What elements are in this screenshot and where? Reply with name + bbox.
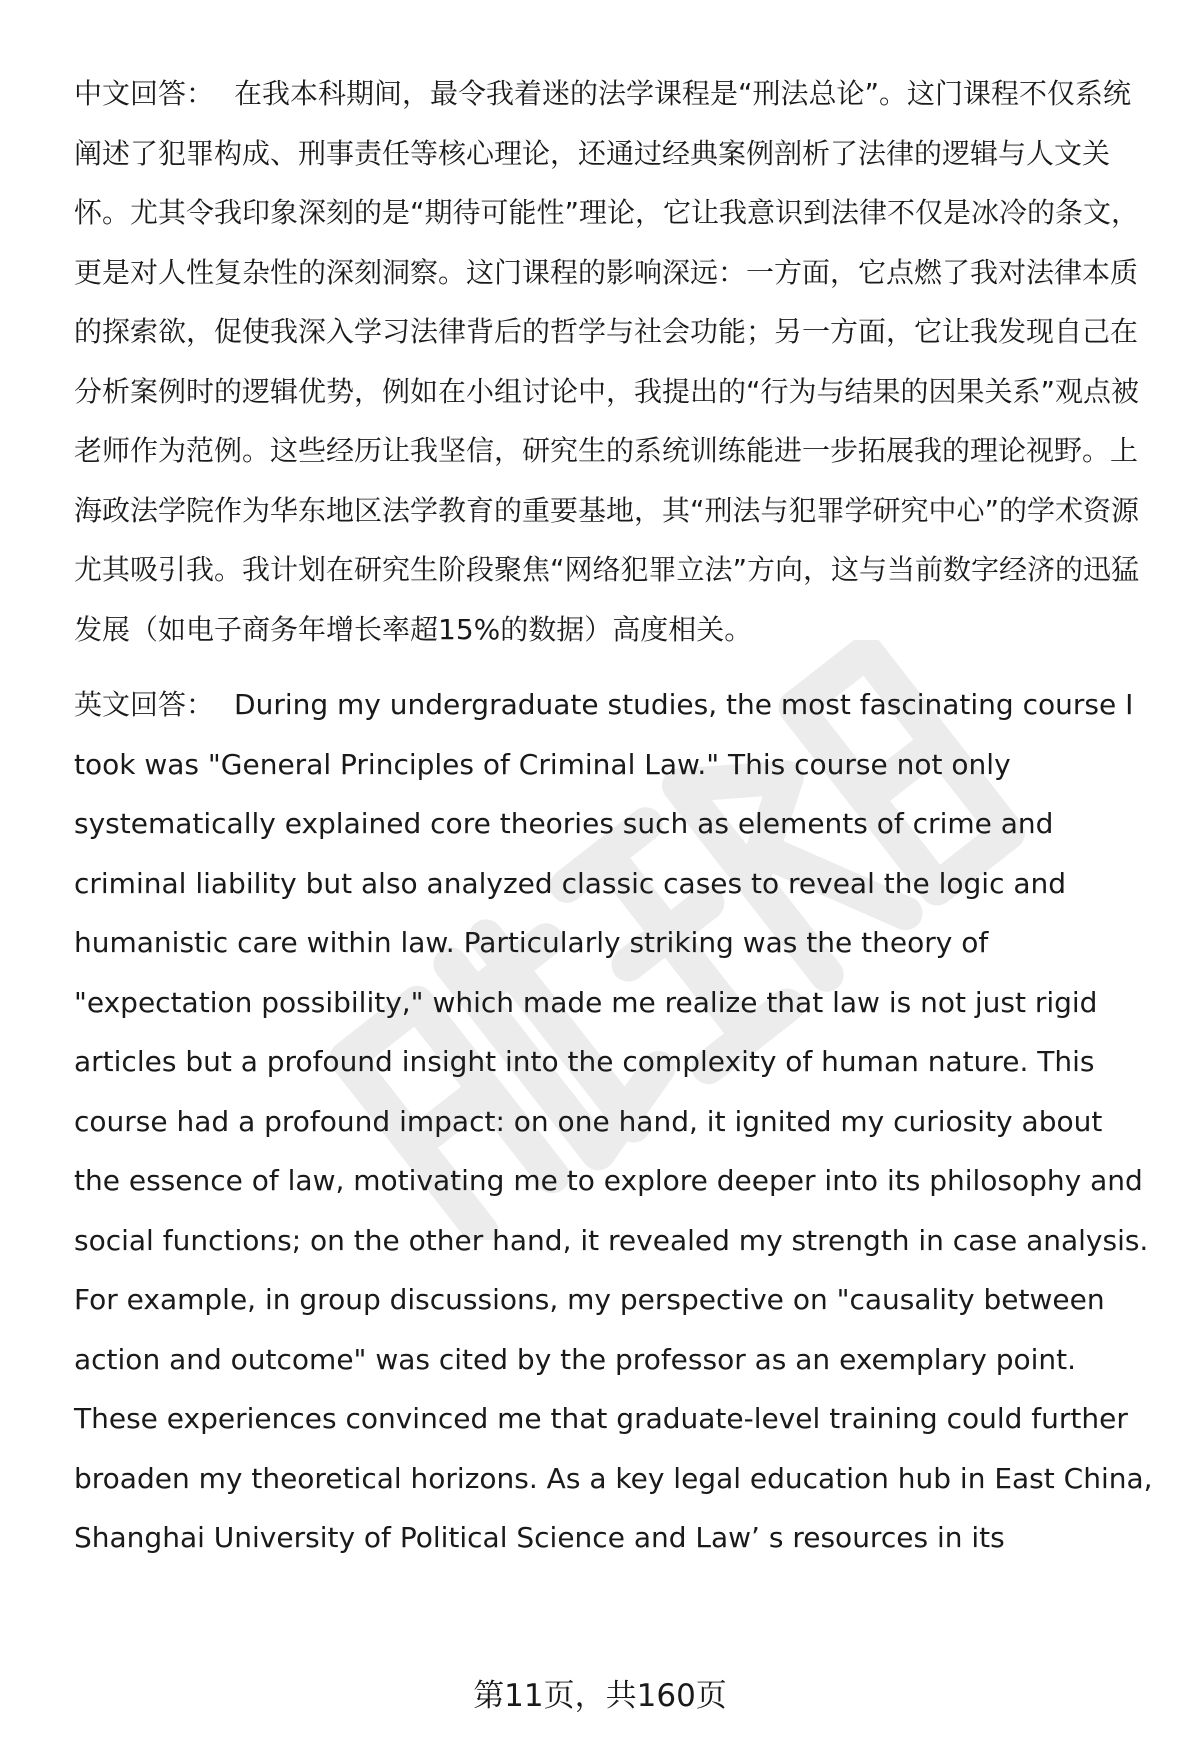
english-answer-label: 英文回答：	[74, 688, 215, 721]
page-number-footer: 第11页，共160页	[473, 1678, 727, 1714]
main-content	[74, 64, 1154, 1568]
english-answer-paragraph	[74, 675, 1154, 1568]
chinese-answer-label: 中文回答：	[74, 77, 215, 110]
chinese-answer-text: 在我本科期间，最令我着迷的法学课程是“刑法总论”。这门课程不仅系统阐述了犯罪构成、刑事责任等核心理论，还通过经典案例剖析了法律的逻辑与人文关怀。尤其令我印象深刻的是“期待可能性”理论，它让我意识到法律不仅是冰冷的条文，更是对人性复杂性的深刻洞察。这门课程的影响深远：一方面，它点燃了我对法律本质的探索欲，促使我深入学习法律背后的哲学与社会功能；另一方面，它让我发现自己在分析案例时的逻辑优势，例如在小组讨论中，我提出的“行为与结果的因果关系”观点被老师作为范例。这些经历让我坚信，研究生的系统训练能进一步拓展我的理论视野。上海政法学院作为华东地区法学教育的重要基地，其“刑法与犯罪学研究中心”的学术资源尤其吸引我。我计划在研究生阶段聚焦“网络犯罪立法”方向，这与当前数字经济的迅猛发展（如电子商务年增长率超15%的数据）高度相关。	[74, 77, 1140, 646]
english-answer-text: During my undergraduate studies, the most fascinating course I took was "General Principles of Criminal Law." This course not only systematically explained core theories such as elements of crime and criminal liability but also analyzed classic cases to reveal the logic and humanistic care within law. Particularly striking was the theory of "expectation possibility," which made me realize that law is not just rigid articles but a profound insight into the complexity of human nature. This course had a profound impact: on one hand, it ignited my curiosity about the essence of law, motivating me to explore deeper into its philosophy and social functions; on the other hand, it revealed my strength in case analysis. For example, in group discussions, my perspective on "causality between action and outcome" was cited by the professor as an exemplary point. These experiences convinced me that graduate-level training could further broaden my theoretical horizons. As a key legal education hub in East China, Shanghai University of Political Science and Law’ s resources in its	[74, 688, 1153, 1554]
chinese-answer-paragraph	[74, 64, 1154, 659]
